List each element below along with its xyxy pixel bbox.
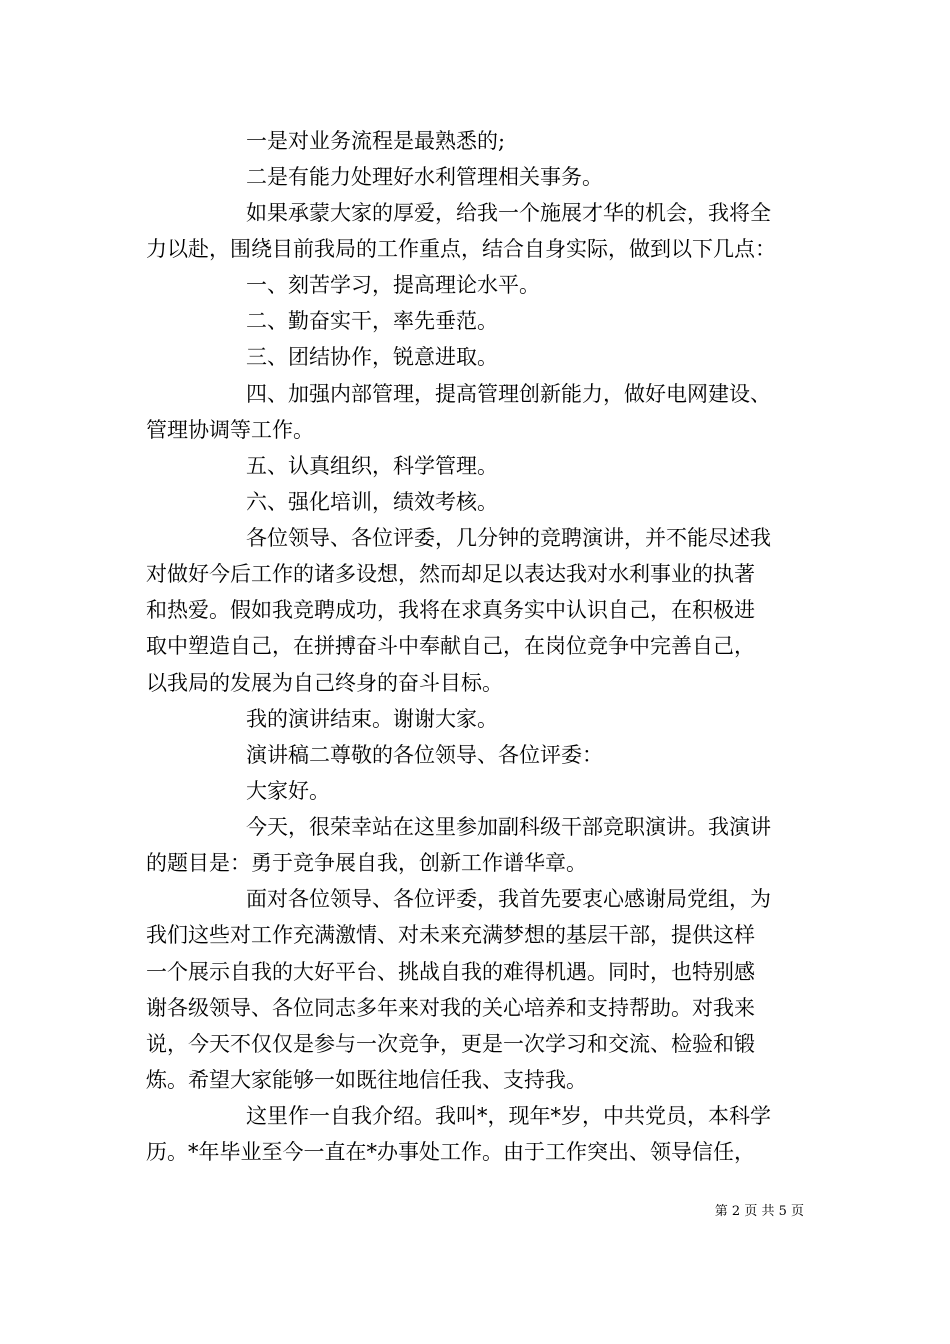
body-line: 今天，很荣幸站在这里参加副科级干部竞职演讲。我演讲 — [246, 815, 771, 839]
body-line: 演讲稿二尊敬的各位领导、各位评委： — [246, 743, 603, 767]
body-line: 谢各级领导、各位同志多年来对我的关心培养和支持帮助。对我来 — [146, 996, 755, 1020]
body-line: 各位领导、各位评委，几分钟的竞聘演讲，并不能尽述我 — [246, 526, 771, 550]
page-number: 第 2 页 共 5 页 — [714, 1204, 804, 1219]
body-line: 和热爱。假如我竞聘成功，我将在求真务实中认识自己，在积极进 — [146, 598, 755, 622]
body-line: 一个展示自我的大好平台、挑战自我的难得机遇。同时，也特别感 — [146, 960, 755, 984]
body-line: 我的演讲结束。谢谢大家。 — [246, 707, 498, 731]
body-line: 说，今天不仅仅是参与一次竞争，更是一次学习和交流、检验和锻 — [146, 1032, 755, 1056]
body-line: 一、刻苦学习，提高理论水平。 — [246, 273, 540, 297]
body-line: 取中塑造自己，在拼搏奋斗中奉献自己，在岗位竞争中完善自己， — [146, 634, 755, 658]
body-line: 我们这些对工作充满激情、对未来充满梦想的基层干部，提供这样 — [146, 923, 755, 947]
body-line: 管理协调等工作。 — [146, 418, 314, 442]
body-line: 三、团结协作，锐意进取。 — [246, 345, 498, 369]
body-line: 如果承蒙大家的厚爱，给我一个施展才华的机会，我将全 — [246, 201, 771, 225]
body-line: 以我局的发展为自己终身的奋斗目标。 — [146, 671, 503, 695]
body-line: 的题目是：勇于竞争展自我，创新工作谱华章。 — [146, 851, 587, 875]
body-line: 历。*年毕业至今一直在*办事处工作。由于工作突出、领导信任， — [146, 1140, 755, 1164]
body-line: 这里作一自我介绍。我叫*，现年*岁，中共党员，本科学 — [246, 1104, 771, 1128]
body-line: 对做好今后工作的诸多设想，然而却足以表达我对水利事业的执著 — [146, 562, 755, 586]
body-line: 二是有能力处理好水利管理相关事务。 — [246, 165, 603, 189]
body-line: 二、勤奋实干，率先垂范。 — [246, 309, 498, 333]
body-line: 炼。希望大家能够一如既往地信任我、支持我。 — [146, 1068, 587, 1092]
body-line: 四、加强内部管理，提高管理创新能力，做好电网建设、 — [246, 382, 771, 406]
body-line: 大家好。 — [246, 779, 330, 803]
body-line: 面对各位领导、各位评委，我首先要衷心感谢局党组，为 — [246, 887, 771, 911]
body-line: 六、强化培训，绩效考核。 — [246, 490, 498, 514]
body-line: 五、认真组织，科学管理。 — [246, 454, 498, 478]
body-line: 力以赴，围绕目前我局的工作重点，结合自身实际，做到以下几点： — [146, 237, 776, 261]
body-line: 一是对业务流程是最熟悉的; — [246, 129, 506, 153]
